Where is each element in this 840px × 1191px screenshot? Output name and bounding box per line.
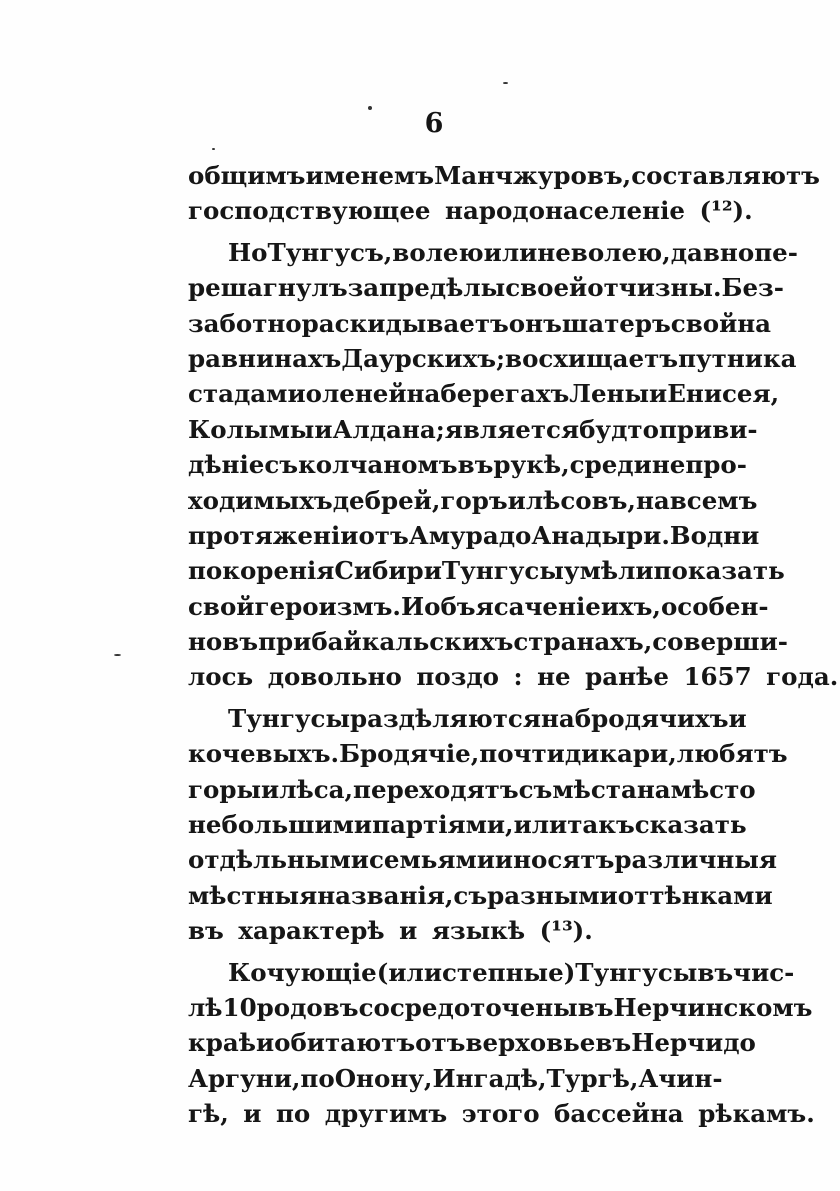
- text-line: господствующее народонаселеніе (¹²).: [188, 196, 753, 226]
- body-text: [188, 158, 839, 1132]
- print-speck: [503, 82, 508, 84]
- text-line: Колымы и Алдана; является будто приви-: [188, 414, 758, 444]
- text-line: Но Тунгусъ, волею или неволею, давно пе-: [228, 237, 798, 267]
- text-line: въ характерѣ и языкѣ (¹³).: [188, 916, 593, 946]
- print-speck: [212, 148, 215, 150]
- text-line: мѣстныя названія, съ разными оттѣнками: [188, 880, 773, 910]
- print-speck: [368, 106, 372, 110]
- text-line: краѣ и обитаютъ отъ верховьевъ Нерчи до: [188, 1028, 756, 1058]
- text-line: протяженіи отъ Амура до Анадыри. Во дни: [188, 520, 760, 550]
- text-line: общимъ именемъ Манчжуровъ, составляютъ: [188, 161, 820, 190]
- text-line: покоренія Сибири Тунгусы умѣли показать: [188, 556, 785, 586]
- text-line: стадами оленей на берегахъ Лены и Енисея,: [188, 379, 780, 409]
- text-line: решагнулъ за предѣлы своей отчизны. Без-: [188, 273, 784, 303]
- text-line: Аргуни, по Онону, Ингадѣ, Тургѣ, Ачин-: [188, 1063, 723, 1093]
- text-line: дѣніе съ колчаномъ въ рукѣ, среди непро-: [188, 450, 747, 480]
- text-line: лось довольно поздо : не ранѣе 1657 года.: [188, 662, 839, 692]
- print-speck: [114, 654, 121, 656]
- text-line: лѣ 10 родовъ сосредоточены въ Нерчинскомъ: [188, 992, 813, 1022]
- text-line: Тунгусы раздѣляются на бродячихъ и: [228, 703, 747, 733]
- text-line: свой героизмъ. И объясаченіе ихъ, особен-: [188, 591, 769, 621]
- text-line: но въ прибайкальскихъ странахъ, соверши-: [188, 627, 788, 657]
- text-line: заботно раскидываетъ онъ шатеръ свой на: [188, 308, 772, 338]
- page-number: 6: [424, 108, 444, 139]
- text-line: равнинахъ Даурскихъ; восхищаетъ путника: [188, 343, 797, 373]
- text-line: гѣ, и по другимъ этого бассейна рѣкамъ.: [188, 1099, 815, 1129]
- text-line: отдѣльными семьями и носятъ различныя: [188, 845, 777, 875]
- text-line: Кочующіе (или степные) Тунгусы въ чис-: [228, 957, 795, 987]
- text-line: кочевыхъ. Бродячіе, почти дикари, любятъ: [188, 739, 788, 769]
- text-line: ходимыхъ дебрей, горъ и лѣсовъ, на всемъ: [188, 485, 758, 515]
- text-line: горы и лѣса, переходятъ съ мѣста на мѣсто: [188, 774, 756, 804]
- text-line: не большими партіями, или такъ сказать: [188, 810, 747, 840]
